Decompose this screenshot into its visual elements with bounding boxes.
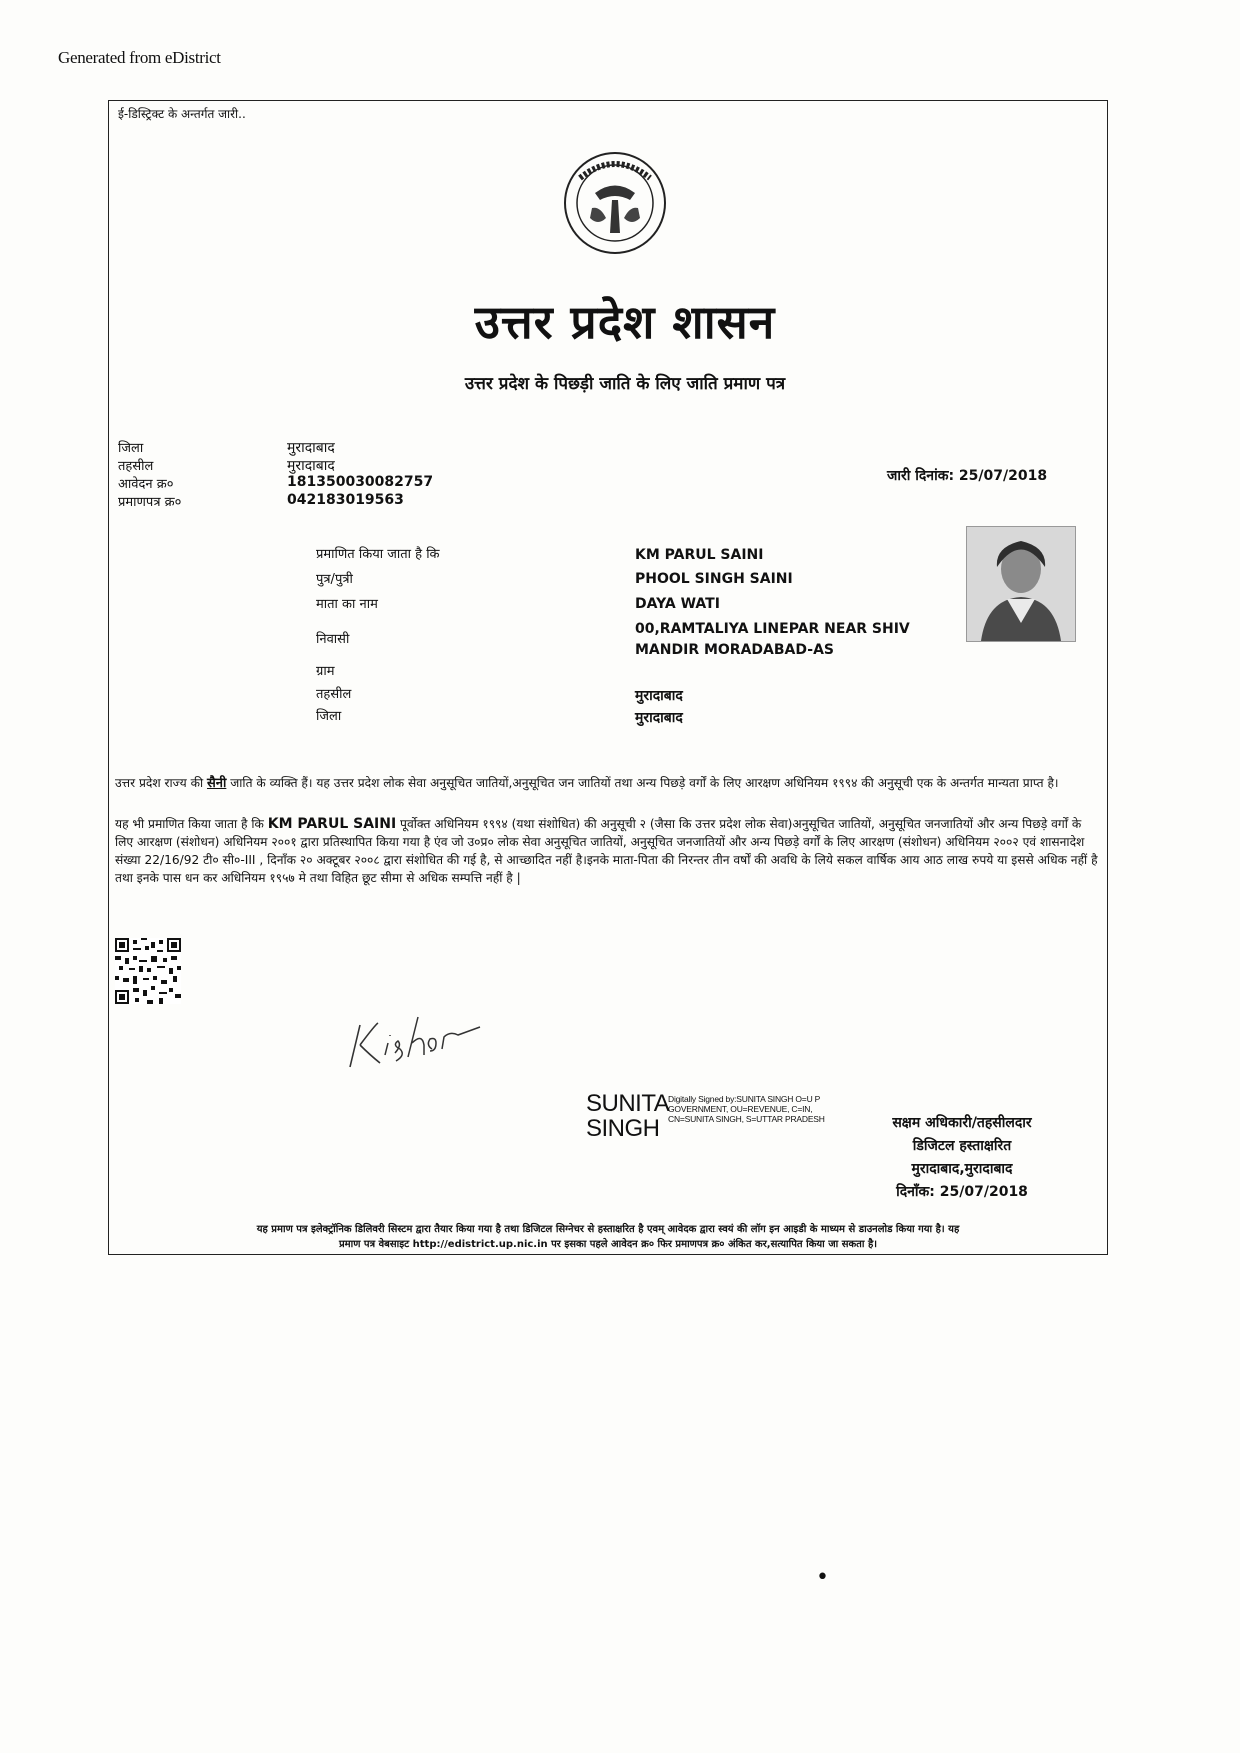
issued-under-label: ई-डिस्ट्रिक्ट के अन्तर्गत जारी.. <box>118 107 246 121</box>
details-tehsil-label: तहसील <box>316 687 352 702</box>
para2-intro: यह भी प्रमाणित किया जाता है कि <box>115 817 268 831</box>
issue-date-value: 25/07/2018 <box>958 468 1048 484</box>
address-line-2: MANDIR MORADABAD-AS <box>635 642 834 658</box>
tehsil-value: मुरादाबाद <box>287 458 335 474</box>
application-number-value: 181350030082757 <box>287 474 434 490</box>
details-district-label: जिला <box>316 709 342 724</box>
footer-line-2: प्रमाण पत्र वेबसाइट http://edistrict.up.nic.in पर इसका पहले आवेदन क्र० फिर प्रमाणपत्र क्र० अंकित कर,सत्यापित किया जा सकता है। <box>338 1239 878 1250</box>
digital-signature-name <box>586 1092 669 1142</box>
certificate-number-label: प्रमाणपत्र क्र० <box>118 495 182 510</box>
generated-from-label: Generated from eDistrict <box>58 48 221 67</box>
tehsil-label: तहसील <box>118 459 154 474</box>
digital-signature-details: Digitally Signed by:SUNITA SINGH O=U P GOVERNMENT, OU=REVENUE, C=IN, CN=SUNITA SINGH, S=UTTAR PRADESH <box>668 1094 825 1124</box>
mother-name: DAYA WATI <box>635 596 720 612</box>
resident-label: निवासी <box>316 632 350 647</box>
district-label: जिला <box>118 441 144 456</box>
certificate-subtitle: उत्तर प्रदेश के पिछड़ी जाति के लिए जाति प्रमाण पत्र <box>464 374 786 394</box>
address-line-1: 00,RAMTALIYA LINEPAR NEAR SHIV <box>635 621 910 637</box>
para1-rest: जाति के व्यक्ति हैं। यह उत्तर प्रदेश लोक सेवा अनुसूचित जातियों,अनुसूचित जन जातियों तथा अन्य पिछड़े वर्गों के लिए आरक्षण अधिनियम १९९४ की अनुसूची एक के अन्तर्गत मान्यता प्राप्त है। <box>226 776 1059 790</box>
officer-date-label: दिनाँक: <box>896 1184 935 1200</box>
issue-date <box>887 466 1047 485</box>
officer-date <box>862 1181 1062 1204</box>
officer-block <box>862 1112 1062 1204</box>
officer-title: सक्षम अधिकारी/तहसीलदार <box>892 1115 1032 1131</box>
details-district-value: मुरादाबाद <box>635 710 683 726</box>
details-tehsil-value: मुरादाबाद <box>635 688 683 704</box>
para2-rest: पूर्वोक्त अधिनियम १९९४ (यथा संशोधित) की अनुसूची २ (जैसा कि उत्तर प्रदेश लोक सेवा)अनुसूचित जातियों, अनुसूचित जनजातियों और अन्य पिछड़े वर्गों के लिए आरक्षण (संशोधन) अधिनियम २००१ द्वारा प्रतिस्थापित किया गया है एंव जो उ०प्र० लोक सेवा अनुसूचित जातियों, अनुसूचित जनजातियों और अन्य पिछड़े वर्गों के लिए आरक्षण (संशोधन) अधिनियम २००२ एवं शासनादेश संख्या 22/16/92 टी० सी०-III , दिनाँक २० अक्टूबर २००८ द्वारा संशोधित की गई है, से आच्छादित नहीं है।इनके माता-पिता की निरन्तर तीन वर्षों की अवधि के लिये सकल वार्षिक आय आठ लाख रुपये या इससे अधिक नहीं है तथा इनके पास धन कर अधिनियम १९५७ मे तथा विहित छूट सीमा से अधिक सम्पत्ति नहीं है | <box>115 817 1098 885</box>
verification-footer <box>110 1222 1106 1252</box>
caste-declaration-paragraph <box>115 774 1100 793</box>
application-number-label: आवेदन क्र० <box>118 477 174 492</box>
para1-intro: उत्तर प्रदेश राज्य की <box>115 776 207 790</box>
digital-signature-first-name: SUNITA <box>586 1090 670 1117</box>
handwritten-signature <box>340 1005 485 1080</box>
stray-mark: • <box>816 1565 829 1590</box>
mother-label: माता का नाम <box>316 597 378 612</box>
village-label: ग्राम <box>316 664 335 679</box>
officer-date-value: 25/07/2018 <box>939 1184 1028 1200</box>
footer-line-1: यह प्रमाण पत्र इलेक्ट्रॉनिक डिलिवरी सिस्टम द्वारा तैयार किया गया है तथा डिजिटल सिग्नेचर से हस्ताक्षरित है एवम् आवेदक द्वारा स्वयं की लॉग इन आइडी के माध्यम से डाउनलोड किया गया है। यह <box>256 1224 960 1235</box>
officer-place: मुरादाबाद,मुरादाबाद <box>911 1161 1013 1177</box>
creamy-layer-paragraph <box>115 815 1100 887</box>
child-of-label: पुत्र/पुत्री <box>316 572 353 587</box>
para2-applicant-name: KM PARUL SAINI <box>267 816 397 832</box>
up-government-emblem-icon <box>560 148 670 263</box>
applicant-name: KM PARUL SAINI <box>635 547 764 563</box>
certified-label: प्रमाणित किया जाता है कि <box>316 547 440 562</box>
digital-signature-last-name: SINGH <box>586 1115 660 1142</box>
page-title: उत्तर प्रदेश शासन <box>474 295 776 349</box>
district-value: मुरादाबाद <box>287 440 335 456</box>
certificate-frame <box>108 100 1108 1255</box>
father-name: PHOOL SINGH SAINI <box>635 571 793 587</box>
applicant-photo <box>966 526 1076 642</box>
caste-name: सैनी <box>206 776 227 791</box>
certificate-number-value: 042183019563 <box>287 492 404 508</box>
issue-date-label: जारी दिनांक: <box>887 468 955 484</box>
officer-sign-status: डिजिटल हस्ताक्षरित <box>912 1138 1012 1154</box>
qr-code-icon <box>115 938 181 1004</box>
